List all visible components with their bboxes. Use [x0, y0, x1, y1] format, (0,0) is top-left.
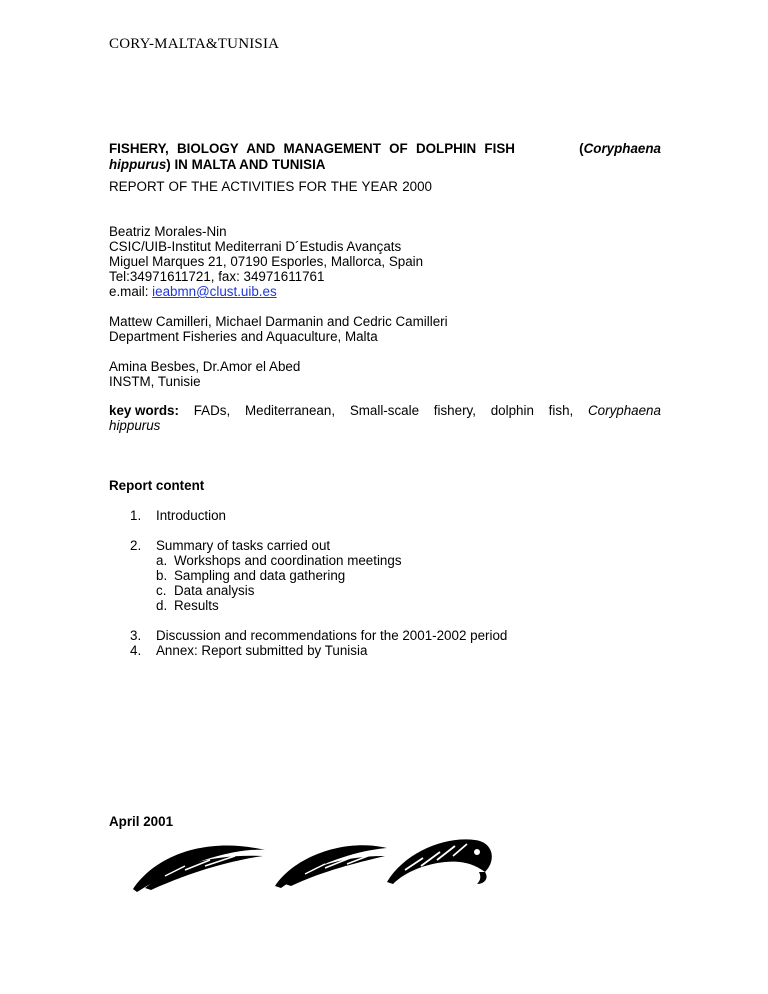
title-line-2: [109, 157, 661, 173]
toc-item-2: [130, 538, 402, 613]
author-phone-fax: Tel:34971611721, fax: 34971611761: [109, 269, 325, 284]
toc-subitem-a: [130, 553, 402, 568]
toc-subitem-text: Results: [174, 598, 219, 613]
keyword: Mediterranean,: [244, 403, 336, 418]
toc-item-number: 2.: [130, 538, 142, 553]
keywords-label: key words:: [109, 403, 179, 418]
author-institute: INSTM, Tunisie: [109, 374, 201, 389]
title-species-genus: Coryphaena: [583, 141, 661, 156]
toc-subitem-letter: b.: [156, 568, 168, 583]
title-line-2-rest: ) IN MALTA AND TUNISIA: [166, 157, 326, 172]
toc-item-1: [130, 508, 226, 523]
author-address: Miguel Marques 21, 07190 Esporles, Mallorca, Spain: [109, 254, 424, 269]
keyword: fish,: [548, 403, 574, 418]
author-group-3: [109, 359, 300, 389]
title-open-paren: (: [579, 141, 584, 156]
report-title: [109, 141, 661, 173]
author-names: Amina Besbes, Dr.Amor el Abed: [109, 359, 301, 374]
author-names: Mattew Camilleri, Michael Darmanin and Cedric Camilleri: [109, 314, 448, 329]
toc-subitem-text: Data analysis: [174, 583, 255, 598]
logo-fish-mouth: [477, 872, 487, 884]
author-institute: Department Fisheries and Aquaculture, Malta: [109, 329, 378, 344]
toc-item-text: Introduction: [156, 508, 226, 523]
keyword-species-epithet: hippurus: [109, 418, 161, 433]
toc-item-text: Annex: Report submitted by Tunisia: [156, 643, 368, 658]
keyword: Small-scale: [349, 403, 420, 418]
toc-subitem-letter: d.: [156, 598, 168, 613]
title-line-1: [109, 141, 661, 157]
toc-subitem-text: Sampling and data gathering: [174, 568, 346, 583]
author-group-1: [109, 224, 423, 299]
dolphin-fish-logo-icon: [125, 826, 505, 896]
keywords-paragraph: [109, 403, 661, 433]
toc-subitem-text: Workshops and coordination meetings: [174, 553, 402, 568]
toc-subitem-letter: a.: [156, 553, 168, 568]
logo-arc-3: [387, 839, 492, 884]
keyword-species-genus: Coryphaena: [588, 403, 661, 418]
email-label: e.mail:: [109, 284, 153, 299]
title-main-text: FISHERY, BIOLOGY AND MANAGEMENT OF DOLPHIN FISH: [109, 141, 515, 156]
keyword: fishery,: [433, 403, 476, 418]
keyword: FADs,: [193, 403, 231, 418]
report-date: April 2001: [109, 814, 174, 829]
logo-fish-eye: [474, 849, 480, 855]
toc-item-4: [130, 643, 507, 658]
title-species-open: [579, 141, 661, 157]
keyword: dolphin: [490, 403, 534, 418]
title-species-epithet: hippurus: [109, 157, 167, 172]
author-group-2: [109, 314, 448, 344]
toc-subitem-d: [130, 598, 402, 613]
toc-item-3: [130, 628, 507, 643]
running-header: CORY-MALTA&TUNISIA: [109, 36, 280, 52]
toc-items-3-4: [130, 628, 507, 658]
report-content-heading: Report content: [109, 478, 205, 493]
author-name: Beatriz Morales-Nin: [109, 224, 227, 239]
toc-subitem-c: [130, 583, 402, 598]
toc-item-text: Summary of tasks carried out: [156, 538, 331, 553]
email-link[interactable]: ieabmn@clust.uib.es: [152, 284, 277, 299]
keywords-line-1: [109, 403, 661, 418]
author-email-line: [109, 284, 423, 299]
toc-item-number: 3.: [130, 628, 142, 643]
toc-item-text: Discussion and recommendations for the 2001-2002 period: [156, 628, 508, 643]
toc-item-number: 1.: [130, 508, 142, 523]
toc-subitem-b: [130, 568, 402, 583]
toc-item-number: 4.: [130, 643, 142, 658]
toc-subitem-letter: c.: [156, 583, 167, 598]
report-subtitle: REPORT OF THE ACTIVITIES FOR THE YEAR 2000: [109, 179, 432, 194]
author-institute: CSIC/UIB-Institut Mediterrani D´Estudis Avançats: [109, 239, 402, 254]
